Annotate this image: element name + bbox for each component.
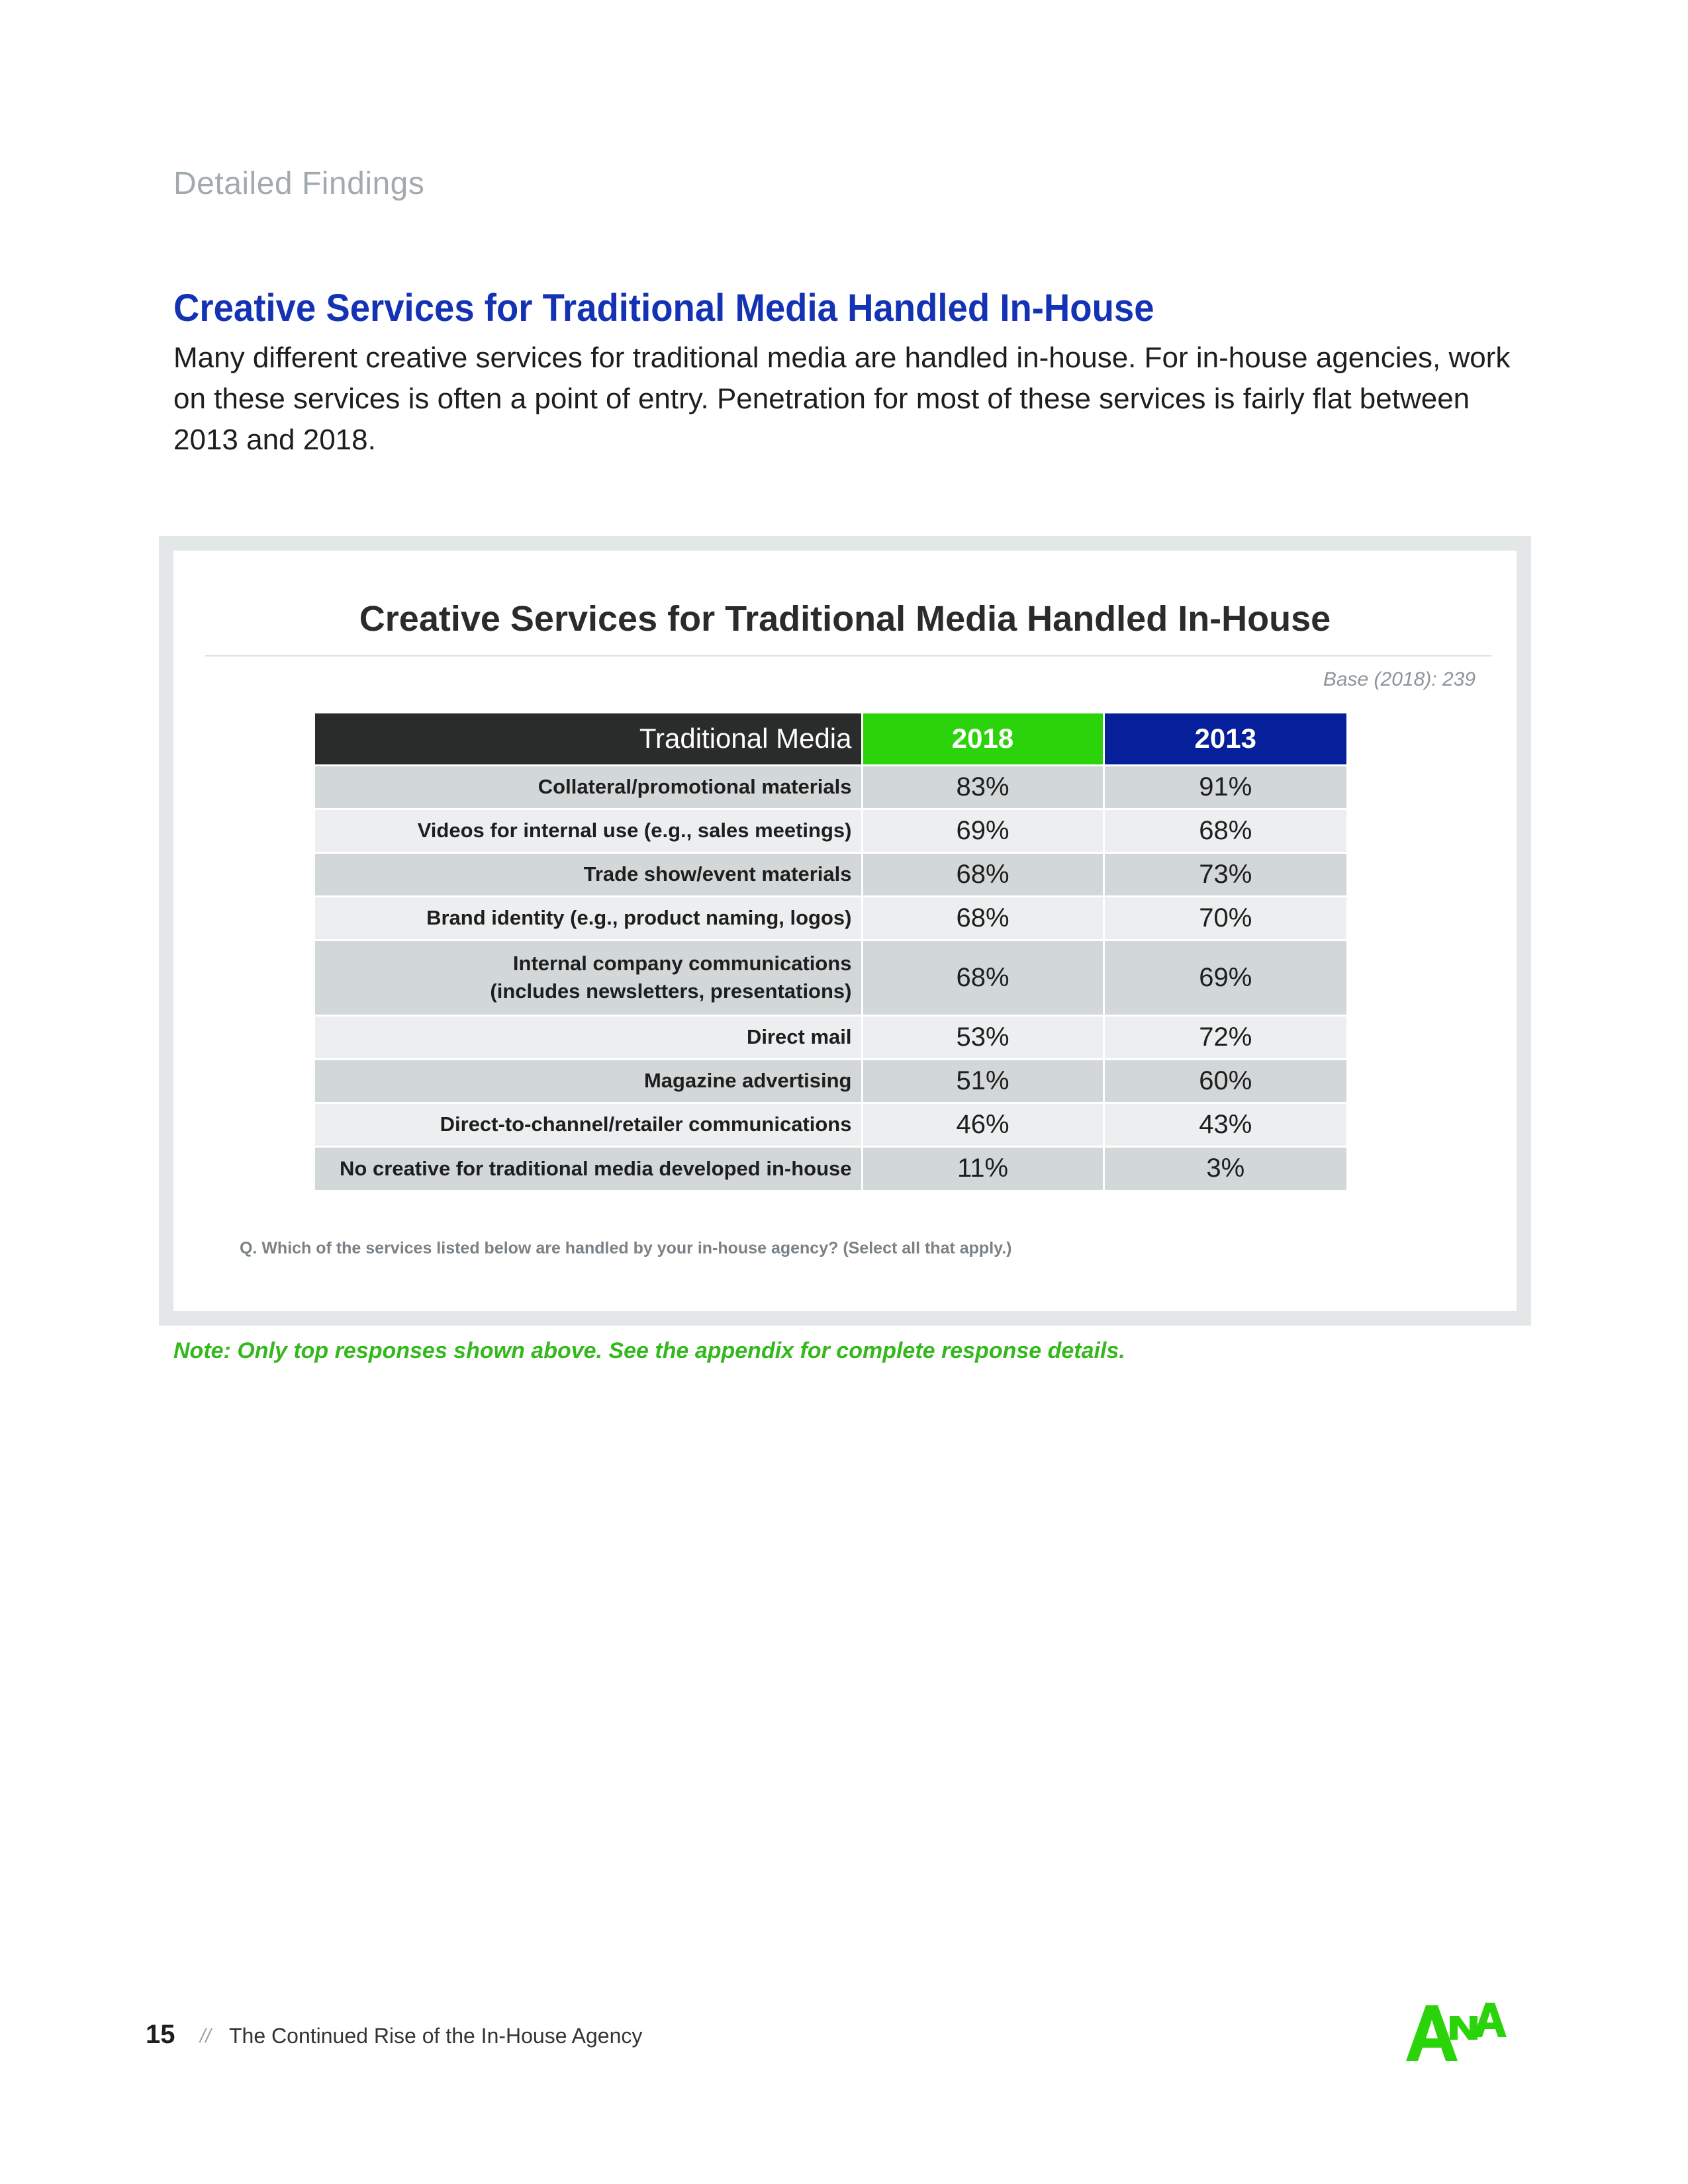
value-2013: 69% bbox=[1103, 940, 1346, 1015]
value-2013: 70% bbox=[1103, 896, 1346, 940]
page-heading: Creative Services for Traditional Media Handled In-House bbox=[173, 287, 1154, 330]
value-2018: 11% bbox=[862, 1146, 1103, 1190]
value-2018: 83% bbox=[862, 765, 1103, 809]
table-row bbox=[315, 1146, 1346, 1190]
footer-title: The Continued Rise of the In-House Agency bbox=[229, 2024, 643, 2048]
results-table bbox=[315, 713, 1346, 1190]
row-label: Direct mail bbox=[315, 1015, 862, 1059]
header-traditional-media: Traditional Media bbox=[315, 713, 862, 765]
header-2018: 2018 bbox=[862, 713, 1103, 765]
section-label: Detailed Findings bbox=[173, 166, 425, 201]
value-2018: 69% bbox=[862, 809, 1103, 852]
value-2013: 3% bbox=[1103, 1146, 1346, 1190]
row-label: Trade show/event materials bbox=[315, 852, 862, 896]
header-2013: 2013 bbox=[1103, 713, 1346, 765]
table-row bbox=[315, 896, 1346, 940]
base-note: Base (2018): 239 bbox=[1323, 668, 1476, 690]
value-2013: 72% bbox=[1103, 1015, 1346, 1059]
table-row bbox=[315, 940, 1346, 1015]
table-row bbox=[315, 765, 1346, 809]
chart-frame bbox=[159, 536, 1531, 1326]
value-2018: 46% bbox=[862, 1103, 1103, 1146]
row-label: Videos for internal use (e.g., sales meetings) bbox=[315, 809, 862, 852]
table-row bbox=[315, 1103, 1346, 1146]
table-row bbox=[315, 1059, 1346, 1103]
value-2013: 73% bbox=[1103, 852, 1346, 896]
chart-title: Creative Services for Traditional Media Handled In-House bbox=[359, 599, 1331, 639]
page-number: 15 bbox=[146, 2020, 175, 2049]
row-label: Direct-to-channel/retailer communications bbox=[315, 1103, 862, 1146]
value-2018: 51% bbox=[862, 1059, 1103, 1103]
title-divider bbox=[205, 655, 1491, 657]
row-label: Magazine advertising bbox=[315, 1059, 862, 1103]
ana-logo bbox=[1403, 2000, 1509, 2064]
value-2013: 91% bbox=[1103, 765, 1346, 809]
row-label bbox=[315, 940, 862, 1015]
table-row bbox=[315, 809, 1346, 852]
survey-question: Q. Which of the services listed below are handled by your in-house agency? (Select all that apply.) bbox=[240, 1239, 1012, 1257]
row-label: No creative for traditional media developed in-house bbox=[315, 1146, 862, 1190]
value-2013: 43% bbox=[1103, 1103, 1346, 1146]
value-2018: 68% bbox=[862, 896, 1103, 940]
row-label-line-2: (includes newsletters, presentations) bbox=[490, 979, 852, 1003]
footer-separator: // bbox=[200, 2025, 211, 2047]
value-2018: 68% bbox=[862, 940, 1103, 1015]
value-2013: 68% bbox=[1103, 809, 1346, 852]
value-2018: 68% bbox=[862, 852, 1103, 896]
intro-paragraph: Many different creative services for traditional media are handled in-house. For in-house agencies, work on these services is often a point of entry. Penetration for most of these services is fairly flat between 2013 and 2018. bbox=[173, 341, 1511, 456]
row-label-line-1: Internal company communications bbox=[512, 952, 852, 975]
value-2018: 53% bbox=[862, 1015, 1103, 1059]
value-2013: 60% bbox=[1103, 1059, 1346, 1103]
row-label: Collateral/promotional materials bbox=[315, 765, 862, 809]
footnote: Note: Only top responses shown above. See the appendix for complete response details. bbox=[173, 1338, 1125, 1363]
table-header-row bbox=[315, 713, 1346, 765]
table-row bbox=[315, 852, 1346, 896]
chart-panel bbox=[173, 551, 1517, 1311]
table-row bbox=[315, 1015, 1346, 1059]
row-label: Brand identity (e.g., product naming, logos) bbox=[315, 896, 862, 940]
